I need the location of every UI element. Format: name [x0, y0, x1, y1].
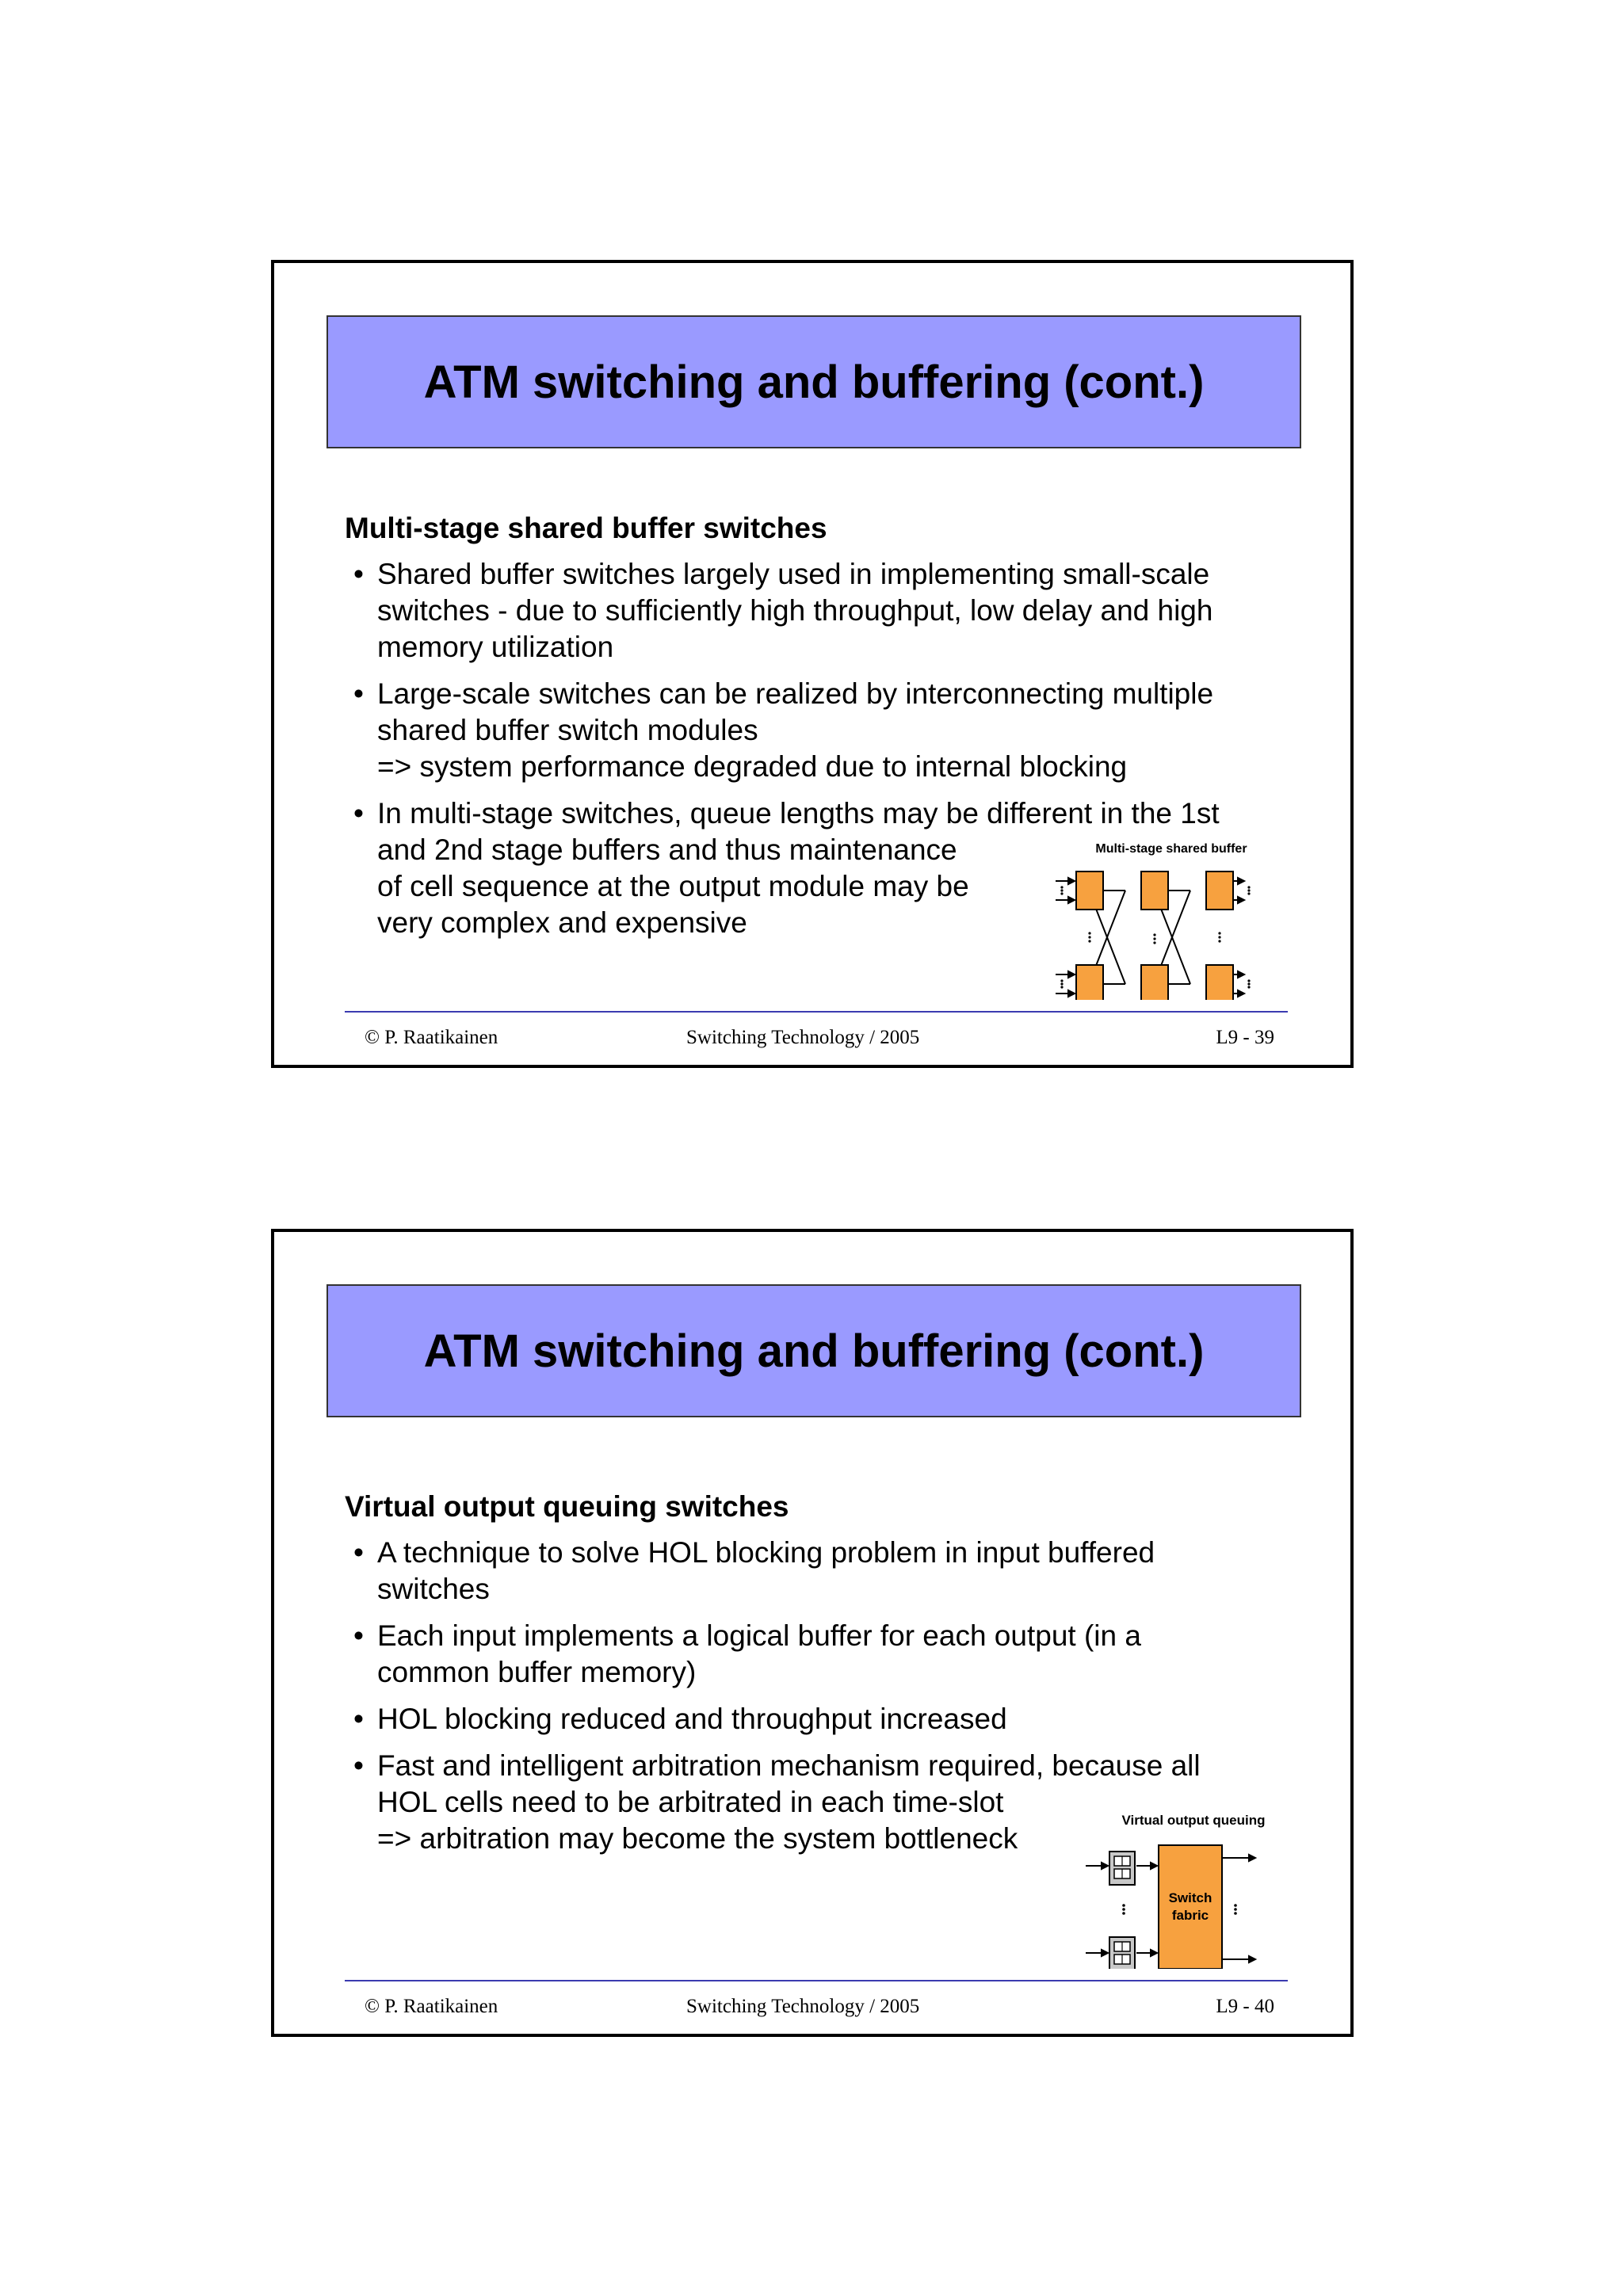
switch-fabric-label: Switch — [1168, 1890, 1212, 1905]
buffer-module — [1076, 965, 1103, 1000]
slide-title-box — [327, 315, 1301, 448]
section-heading: Multi-stage shared buffer switches — [345, 512, 827, 544]
bullet-line: A technique to solve HOL blocking problem in input buffered — [377, 1536, 1155, 1569]
switch-fabric-label: fabric — [1171, 1908, 1209, 1923]
figure-caption: Virtual output queuing — [1121, 1813, 1266, 1828]
bullet-line: Fast and intelligent arbitration mechanism required, because all — [377, 1749, 1201, 1782]
bullet-line: => arbitration may become the system bottleneck — [377, 1822, 1018, 1855]
footer-course: Switching Technology / 2005 — [686, 1027, 920, 1048]
voq-queue-bottom — [1109, 1937, 1135, 1969]
bullet-line: HOL cells need to be arbitrated in each time-slot — [377, 1786, 1004, 1818]
switch-fabric-box — [1159, 1845, 1222, 1969]
bullet-item — [353, 1701, 1201, 1737]
bullet-glyph: • — [353, 677, 364, 710]
buffer-module — [1206, 871, 1233, 910]
bullet-line: shared buffer switch modules — [377, 714, 758, 746]
bullet-line: switches — [377, 1573, 490, 1605]
slide-title-box — [327, 1284, 1301, 1417]
bullet-item — [353, 1618, 1201, 1691]
buffer-module — [1141, 871, 1168, 910]
footer-author: © P. Raatikainen — [365, 1027, 498, 1048]
bullet-item — [353, 1535, 1201, 1608]
bullet-item — [353, 556, 1220, 666]
footer-page-number: L9 - 40 — [1216, 1996, 1274, 2017]
slide-title: ATM switching and buffering (cont.) — [423, 356, 1205, 408]
bullet-line: and 2nd stage buffers and thus maintenance — [377, 833, 957, 866]
bullet-glyph: • — [353, 1703, 364, 1735]
slide-40 — [271, 1229, 1354, 2037]
bullet-line: common buffer memory) — [377, 1656, 697, 1688]
voq-queue-top — [1109, 1852, 1135, 1885]
input-arrows — [1056, 878, 1075, 997]
crossing-links — [1089, 891, 1190, 984]
footer-divider — [345, 1980, 1288, 1981]
output-arrows — [1222, 1855, 1255, 1962]
figure-caption: Multi-stage shared buffer — [1095, 842, 1247, 856]
bullet-glyph: • — [353, 1536, 364, 1569]
bullet-line: HOL blocking reduced and throughput increased — [377, 1703, 1007, 1735]
buffer-module — [1141, 965, 1168, 1000]
bullet-line: Shared buffer switches largely used in implementing small-scale — [377, 558, 1210, 590]
bullet-line: of cell sequence at the output module may be — [377, 870, 969, 902]
buffer-module — [1076, 871, 1103, 910]
footer-course: Switching Technology / 2005 — [686, 1996, 920, 2017]
slide-title: ATM switching and buffering (cont.) — [423, 1325, 1205, 1377]
bullet-list — [353, 1535, 1201, 1867]
bullet-line: In multi-stage switches, queue lengths may be different in the 1st — [377, 797, 1220, 830]
bullet-line: memory utilization — [377, 631, 614, 663]
section-heading: Virtual output queuing switches — [345, 1490, 789, 1523]
multistage-buffer-diagram — [1051, 841, 1289, 1000]
bullet-line: => system performance degraded due to internal blocking — [377, 750, 1128, 783]
bullet-line: Large-scale switches can be realized by interconnecting multiple — [377, 677, 1214, 710]
bullet-line: Each input implements a logical buffer for each output (in a — [377, 1619, 1141, 1652]
voq-diagram — [1083, 1810, 1296, 1969]
bullet-line: very complex and expensive — [377, 906, 747, 939]
bullet-item — [353, 676, 1220, 785]
bullet-line: switches - due to sufficiently high throughput, low delay and high — [377, 594, 1213, 627]
buffer-module — [1206, 965, 1233, 1000]
bullet-item — [353, 1748, 1201, 1857]
footer-author: © P. Raatikainen — [365, 1996, 498, 2017]
footer-divider — [345, 1011, 1288, 1013]
bullet-glyph: • — [353, 1619, 364, 1652]
bullet-glyph: • — [353, 558, 364, 590]
bullet-glyph: • — [353, 1749, 364, 1782]
slide-39 — [271, 260, 1354, 1068]
bullet-glyph: • — [353, 797, 364, 830]
footer-page-number: L9 - 39 — [1216, 1027, 1274, 1048]
